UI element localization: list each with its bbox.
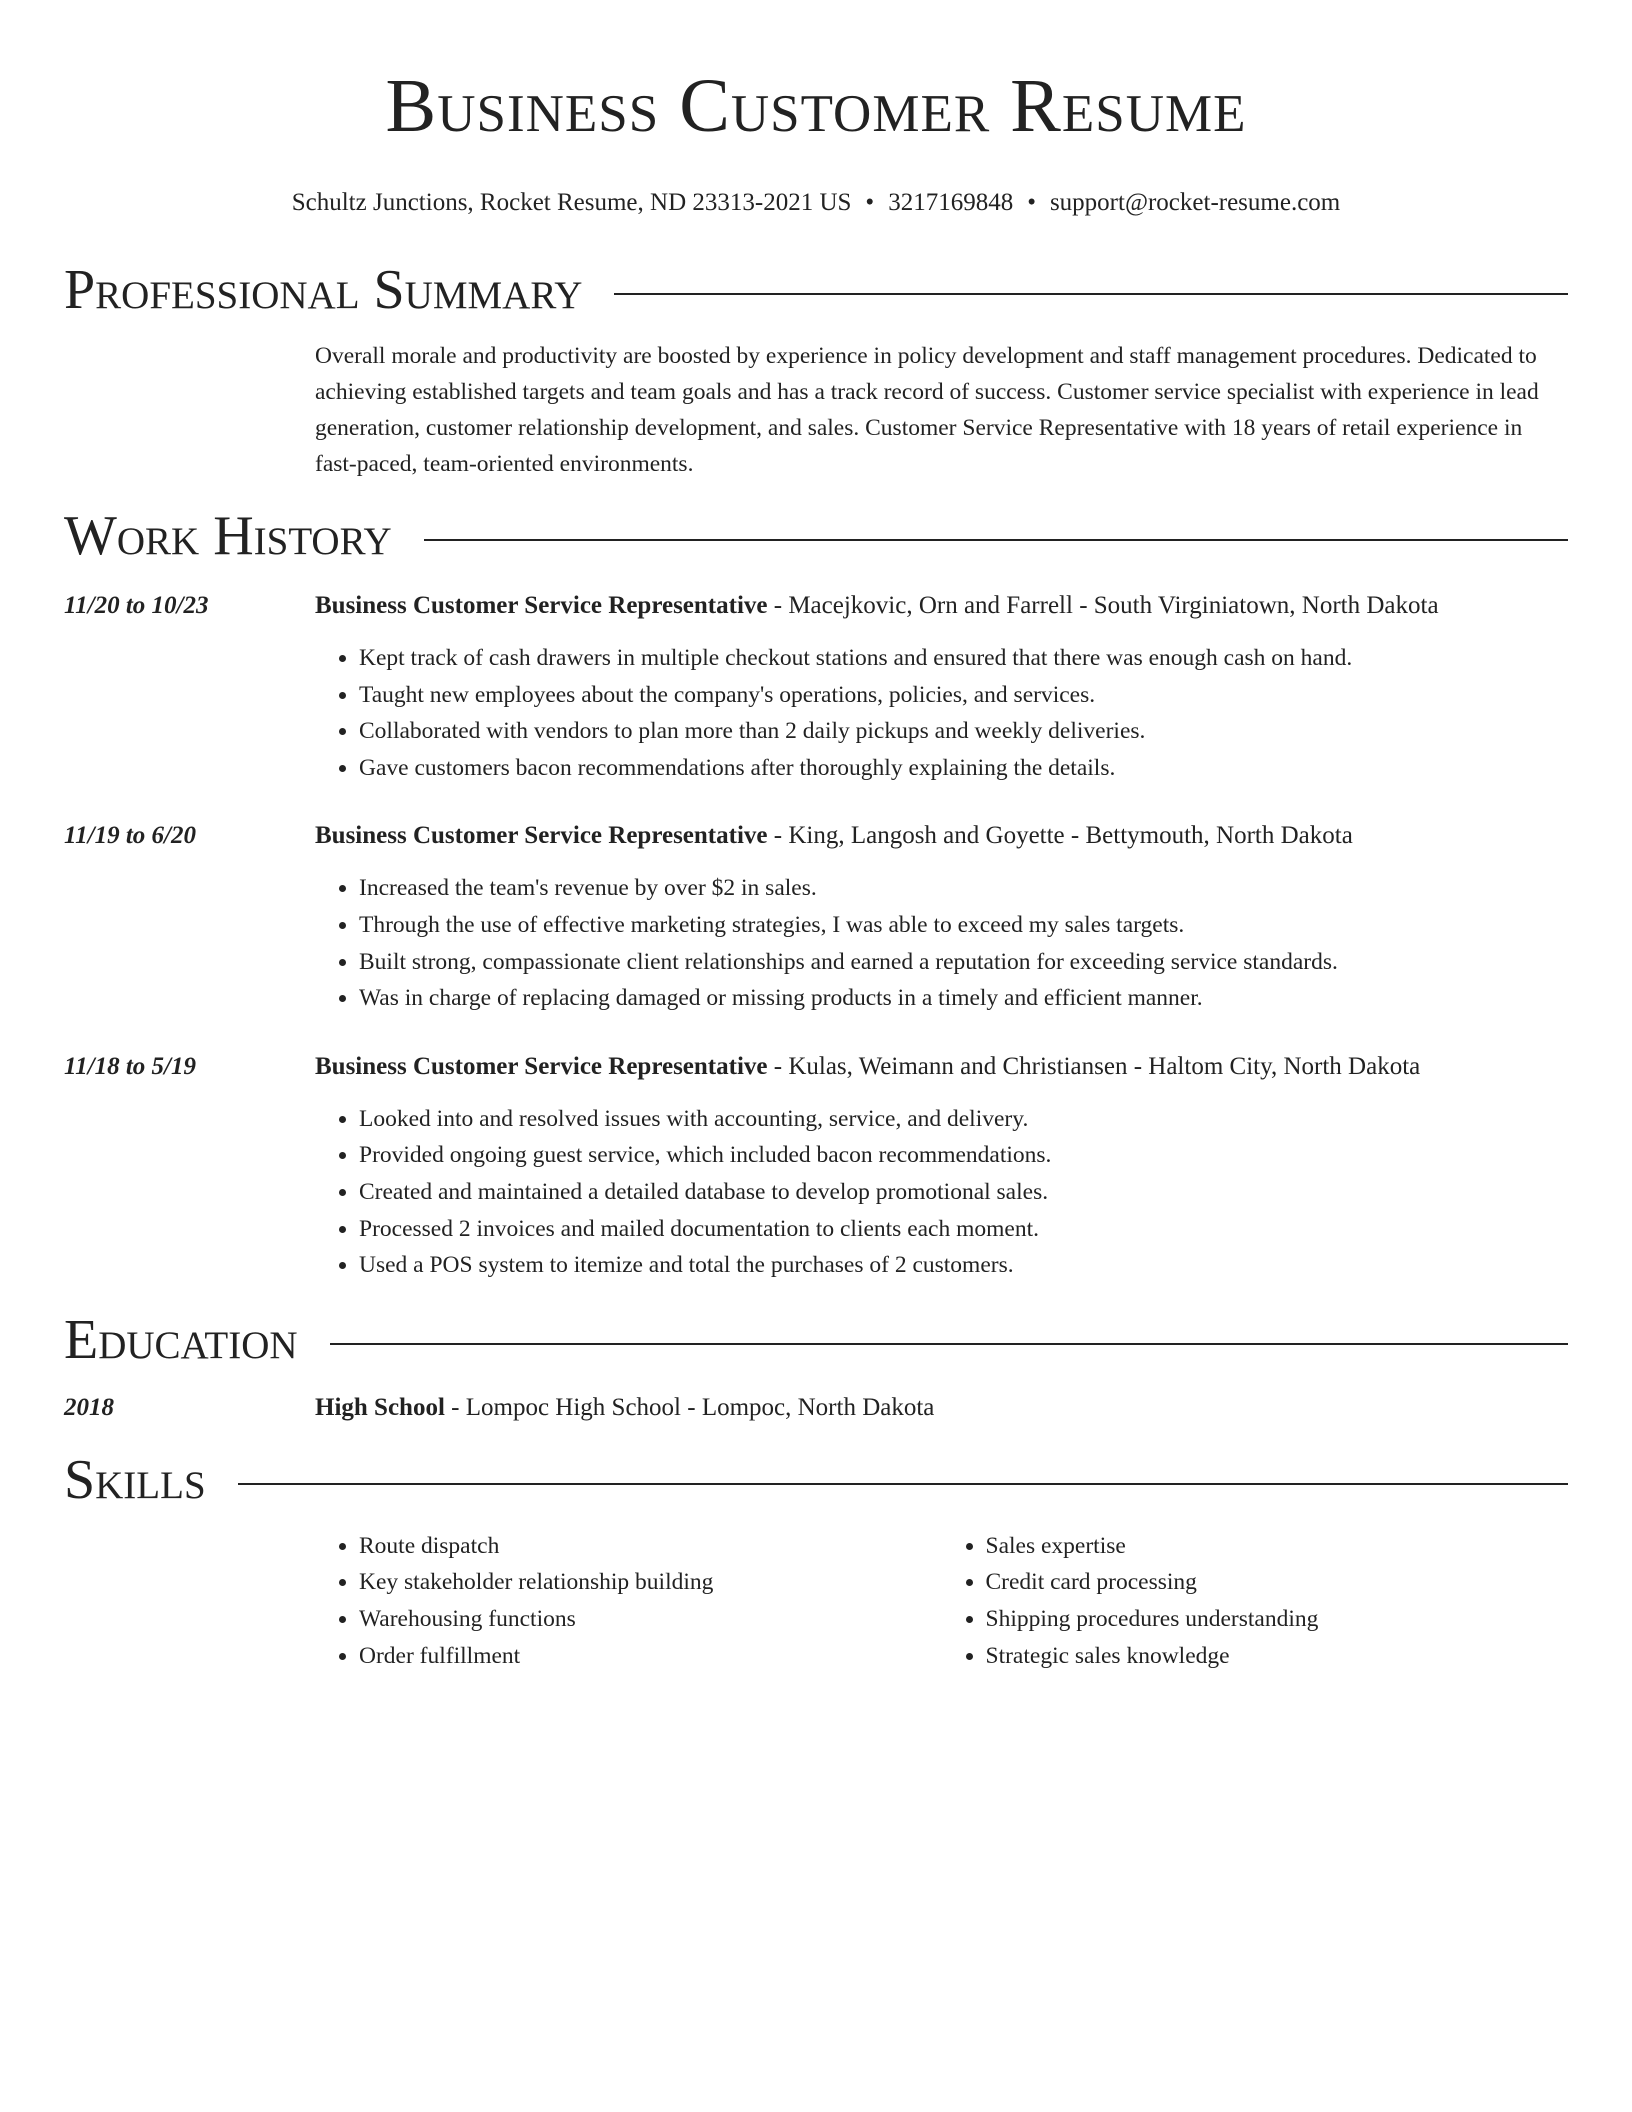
job-employer-location: - King, Langosh and Goyette - Bettymouth, North Dakota xyxy=(767,822,1353,850)
job-title-line xyxy=(315,818,1568,854)
contact-separator: • xyxy=(865,189,875,216)
education-line xyxy=(315,1390,1568,1426)
job-bullet: • Provided ongoing guest service, which included bacon recommendations. xyxy=(359,1137,1568,1174)
job-bullet: • Gave customers bacon recommendations after thoroughly explaining the details. xyxy=(359,750,1568,787)
job-employer-location: - Macejkovic, Orn and Farrell - South Virginiatown, North Dakota xyxy=(767,592,1439,619)
skill-item: • Order fulfillment xyxy=(359,1638,942,1675)
job-role: Business Customer Service Representative xyxy=(315,592,768,619)
job-entry xyxy=(64,818,1568,1016)
education-year: 2018 xyxy=(64,1393,114,1421)
contact-line xyxy=(64,186,1568,220)
skills-list-right xyxy=(942,1528,1569,1674)
section-divider xyxy=(424,539,1568,541)
job-entry xyxy=(64,588,1568,786)
job-dates: 11/19 to 6/20 xyxy=(64,822,196,850)
job-bullet-list xyxy=(315,1101,1568,1284)
section-divider xyxy=(614,293,1568,295)
section-divider xyxy=(330,1343,1568,1345)
section-divider xyxy=(238,1483,1568,1485)
job-dates: 11/18 to 5/19 xyxy=(64,1052,196,1080)
contact-phone: 3217169848 xyxy=(888,189,1014,216)
education-body xyxy=(315,1390,1568,1426)
job-bullet: • Was in charge of replacing damaged or missing products in a timely and efficient manner. xyxy=(359,980,1568,1017)
job-bullet: • Looked into and resolved issues with accounting, service, and delivery. xyxy=(359,1101,1568,1138)
resume-page xyxy=(64,0,1568,1674)
contact-separator: • xyxy=(1027,189,1036,216)
section-title-skills: Skills xyxy=(64,1448,206,1511)
contact-email: support@rocket-resume.com xyxy=(1049,189,1341,216)
skill-item: • Strategic sales knowledge xyxy=(986,1638,1569,1675)
job-body xyxy=(315,818,1568,1016)
job-bullet: • Increased the team's revenue by over $2 in sales. xyxy=(359,870,1568,907)
job-dates: 11/20 to 10/23 xyxy=(64,592,209,619)
job-bullet: • Kept track of cash drawers in multiple checkout stations and ensured that there was enough cash on hand. xyxy=(359,640,1568,677)
education-section-header xyxy=(64,1308,1568,1372)
contact-address: Schultz Junctions, Rocket Resume, ND 23313-2021 US xyxy=(291,189,852,216)
job-role: Business Customer Service Representative xyxy=(315,1052,768,1080)
skill-item: • Credit card processing xyxy=(986,1564,1569,1601)
job-bullet: • Built strong, compassionate client relationships and earned a reputation for exceeding service standards. xyxy=(359,944,1568,981)
skills-section-header xyxy=(64,1448,1568,1512)
job-bullet: • Processed 2 invoices and mailed documentation to clients each moment. xyxy=(359,1211,1568,1248)
job-entry xyxy=(64,1049,1568,1284)
resume-name: Business Customer Resume xyxy=(385,64,1247,148)
summary-section-header xyxy=(64,258,1568,322)
job-bullet: • Collaborated with vendors to plan more than 2 daily pickups and weekly deliveries. xyxy=(359,713,1568,750)
section-title-education: Education xyxy=(64,1308,298,1371)
section-title-work: Work History xyxy=(64,505,392,567)
job-bullet: • Created and maintained a detailed database to develop promotional sales. xyxy=(359,1174,1568,1211)
job-body xyxy=(315,588,1568,786)
job-bullet: • Used a POS system to itemize and total the purchases of 2 customers. xyxy=(359,1247,1568,1284)
section-title-summary: Professional Summary xyxy=(64,259,583,321)
skill-item: • Shipping procedures understanding xyxy=(986,1601,1569,1638)
education-school-location: - Lompoc High School - Lompoc, North Dakota xyxy=(444,1393,935,1421)
skill-item: • Key stakeholder relationship building xyxy=(359,1564,942,1601)
job-bullet-list xyxy=(315,870,1568,1016)
summary-text: Overall morale and productivity are boosted by experience in policy development and staff management procedures. Dedicated to achieving established targets and team goals and has a track record of success. Customer service specialist with experience in lead generation, customer relationship development, and sales. Customer Service Representative with 18 years of retail experience in fast-paced, team-oriented environments. xyxy=(315,343,1539,477)
job-title-line xyxy=(315,1049,1568,1085)
skill-item: • Warehousing functions xyxy=(359,1601,942,1638)
job-title-line xyxy=(315,588,1568,624)
work-section-header xyxy=(64,504,1568,568)
job-bullet-list xyxy=(315,640,1568,786)
job-body xyxy=(315,1049,1568,1284)
education-entry xyxy=(64,1390,1568,1426)
skills-list-left xyxy=(315,1528,942,1674)
education-degree: High School xyxy=(315,1393,445,1421)
skills-columns xyxy=(315,1528,1568,1674)
job-bullet: • Taught new employees about the company's operations, policies, and services. xyxy=(359,677,1568,714)
skill-item: • Sales expertise xyxy=(986,1528,1569,1565)
skill-item: • Route dispatch xyxy=(359,1528,942,1565)
job-role: Business Customer Service Representative xyxy=(315,822,768,850)
job-employer-location: - Kulas, Weimann and Christiansen - Haltom City, North Dakota xyxy=(767,1052,1421,1080)
job-bullet: • Through the use of effective marketing strategies, I was able to exceed my sales targets. xyxy=(359,907,1568,944)
